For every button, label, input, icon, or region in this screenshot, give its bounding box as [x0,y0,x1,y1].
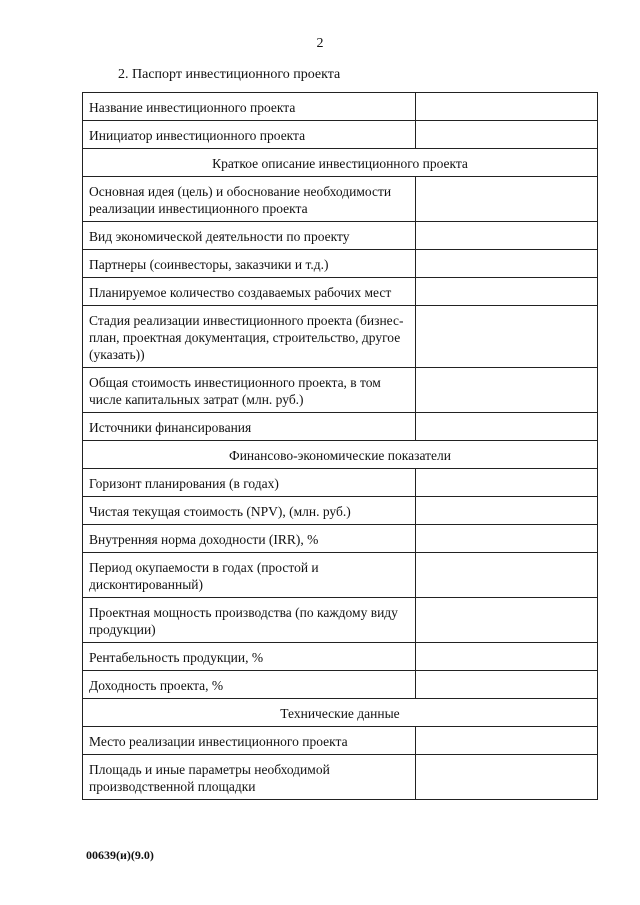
table-row [83,525,598,553]
row-label: Основная идея (цель) и обоснование необходимости реализации инвестиционного проекта [83,177,416,222]
table-row [83,177,598,222]
row-label: Внутренняя норма доходности (IRR), % [83,525,416,553]
table-row [83,306,598,368]
section-header: Финансово-экономические показатели [83,441,598,469]
row-value-cell[interactable] [416,177,598,222]
row-value-cell[interactable] [416,755,598,800]
row-label: Место реализации инвестиционного проекта [83,727,416,755]
row-value-cell[interactable] [416,413,598,441]
row-value-cell[interactable] [416,222,598,250]
table-row [83,598,598,643]
row-label: Название инвестиционного проекта [83,93,416,121]
table-row [83,121,598,149]
table-row [83,727,598,755]
row-value-cell[interactable] [416,278,598,306]
row-value-cell[interactable] [416,671,598,699]
section-title: 2. Паспорт инвестиционного проекта [118,67,341,82]
row-label: Период окупаемости в годах (простой и дисконтированный) [83,553,416,598]
row-label: Планируемое количество создаваемых рабочих мест [83,278,416,306]
table-row [83,643,598,671]
row-value-cell[interactable] [416,497,598,525]
row-label: Площадь и иные параметры необходимой производственной площадки [83,755,416,800]
section-header-row [83,441,598,469]
row-label: Стадия реализации инвестиционного проекта (бизнес-план, проектная документация, строительство, другое (указать)) [83,306,416,368]
section-header: Краткое описание инвестиционного проекта [83,149,598,177]
row-label: Чистая текущая стоимость (NPV), (млн. руб.) [83,497,416,525]
row-label: Партнеры (соинвесторы, заказчики и т.д.) [83,250,416,278]
row-value-cell[interactable] [416,250,598,278]
row-label: Горизонт планирования (в годах) [83,469,416,497]
row-label: Рентабельность продукции, % [83,643,416,671]
table-row [83,250,598,278]
row-label: Доходность проекта, % [83,671,416,699]
row-value-cell[interactable] [416,368,598,413]
row-value-cell[interactable] [416,469,598,497]
row-label: Вид экономической деятельности по проекту [83,222,416,250]
table-row [83,368,598,413]
row-value-cell[interactable] [416,306,598,368]
section-header-row [83,149,598,177]
investment-project-passport-table [82,92,598,800]
row-value-cell[interactable] [416,643,598,671]
row-value-cell[interactable] [416,525,598,553]
row-label: Источники финансирования [83,413,416,441]
section-header-row [83,699,598,727]
table-row [83,497,598,525]
section-header: Технические данные [83,699,598,727]
row-value-cell[interactable] [416,93,598,121]
row-label: Инициатор инвестиционного проекта [83,121,416,149]
table-row [83,278,598,306]
table-row [83,755,598,800]
table-row [83,671,598,699]
row-value-cell[interactable] [416,727,598,755]
page-number: 2 [316,36,324,51]
table-row [83,469,598,497]
row-value-cell[interactable] [416,598,598,643]
table-row [83,93,598,121]
document-code: 00639(и)(9.0) [86,848,154,862]
table-row [83,222,598,250]
row-label: Общая стоимость инвестиционного проекта, в том числе капитальных затрат (млн. руб.) [83,368,416,413]
row-value-cell[interactable] [416,553,598,598]
table-row [83,553,598,598]
row-label: Проектная мощность производства (по каждому виду продукции) [83,598,416,643]
row-value-cell[interactable] [416,121,598,149]
table-row [83,413,598,441]
